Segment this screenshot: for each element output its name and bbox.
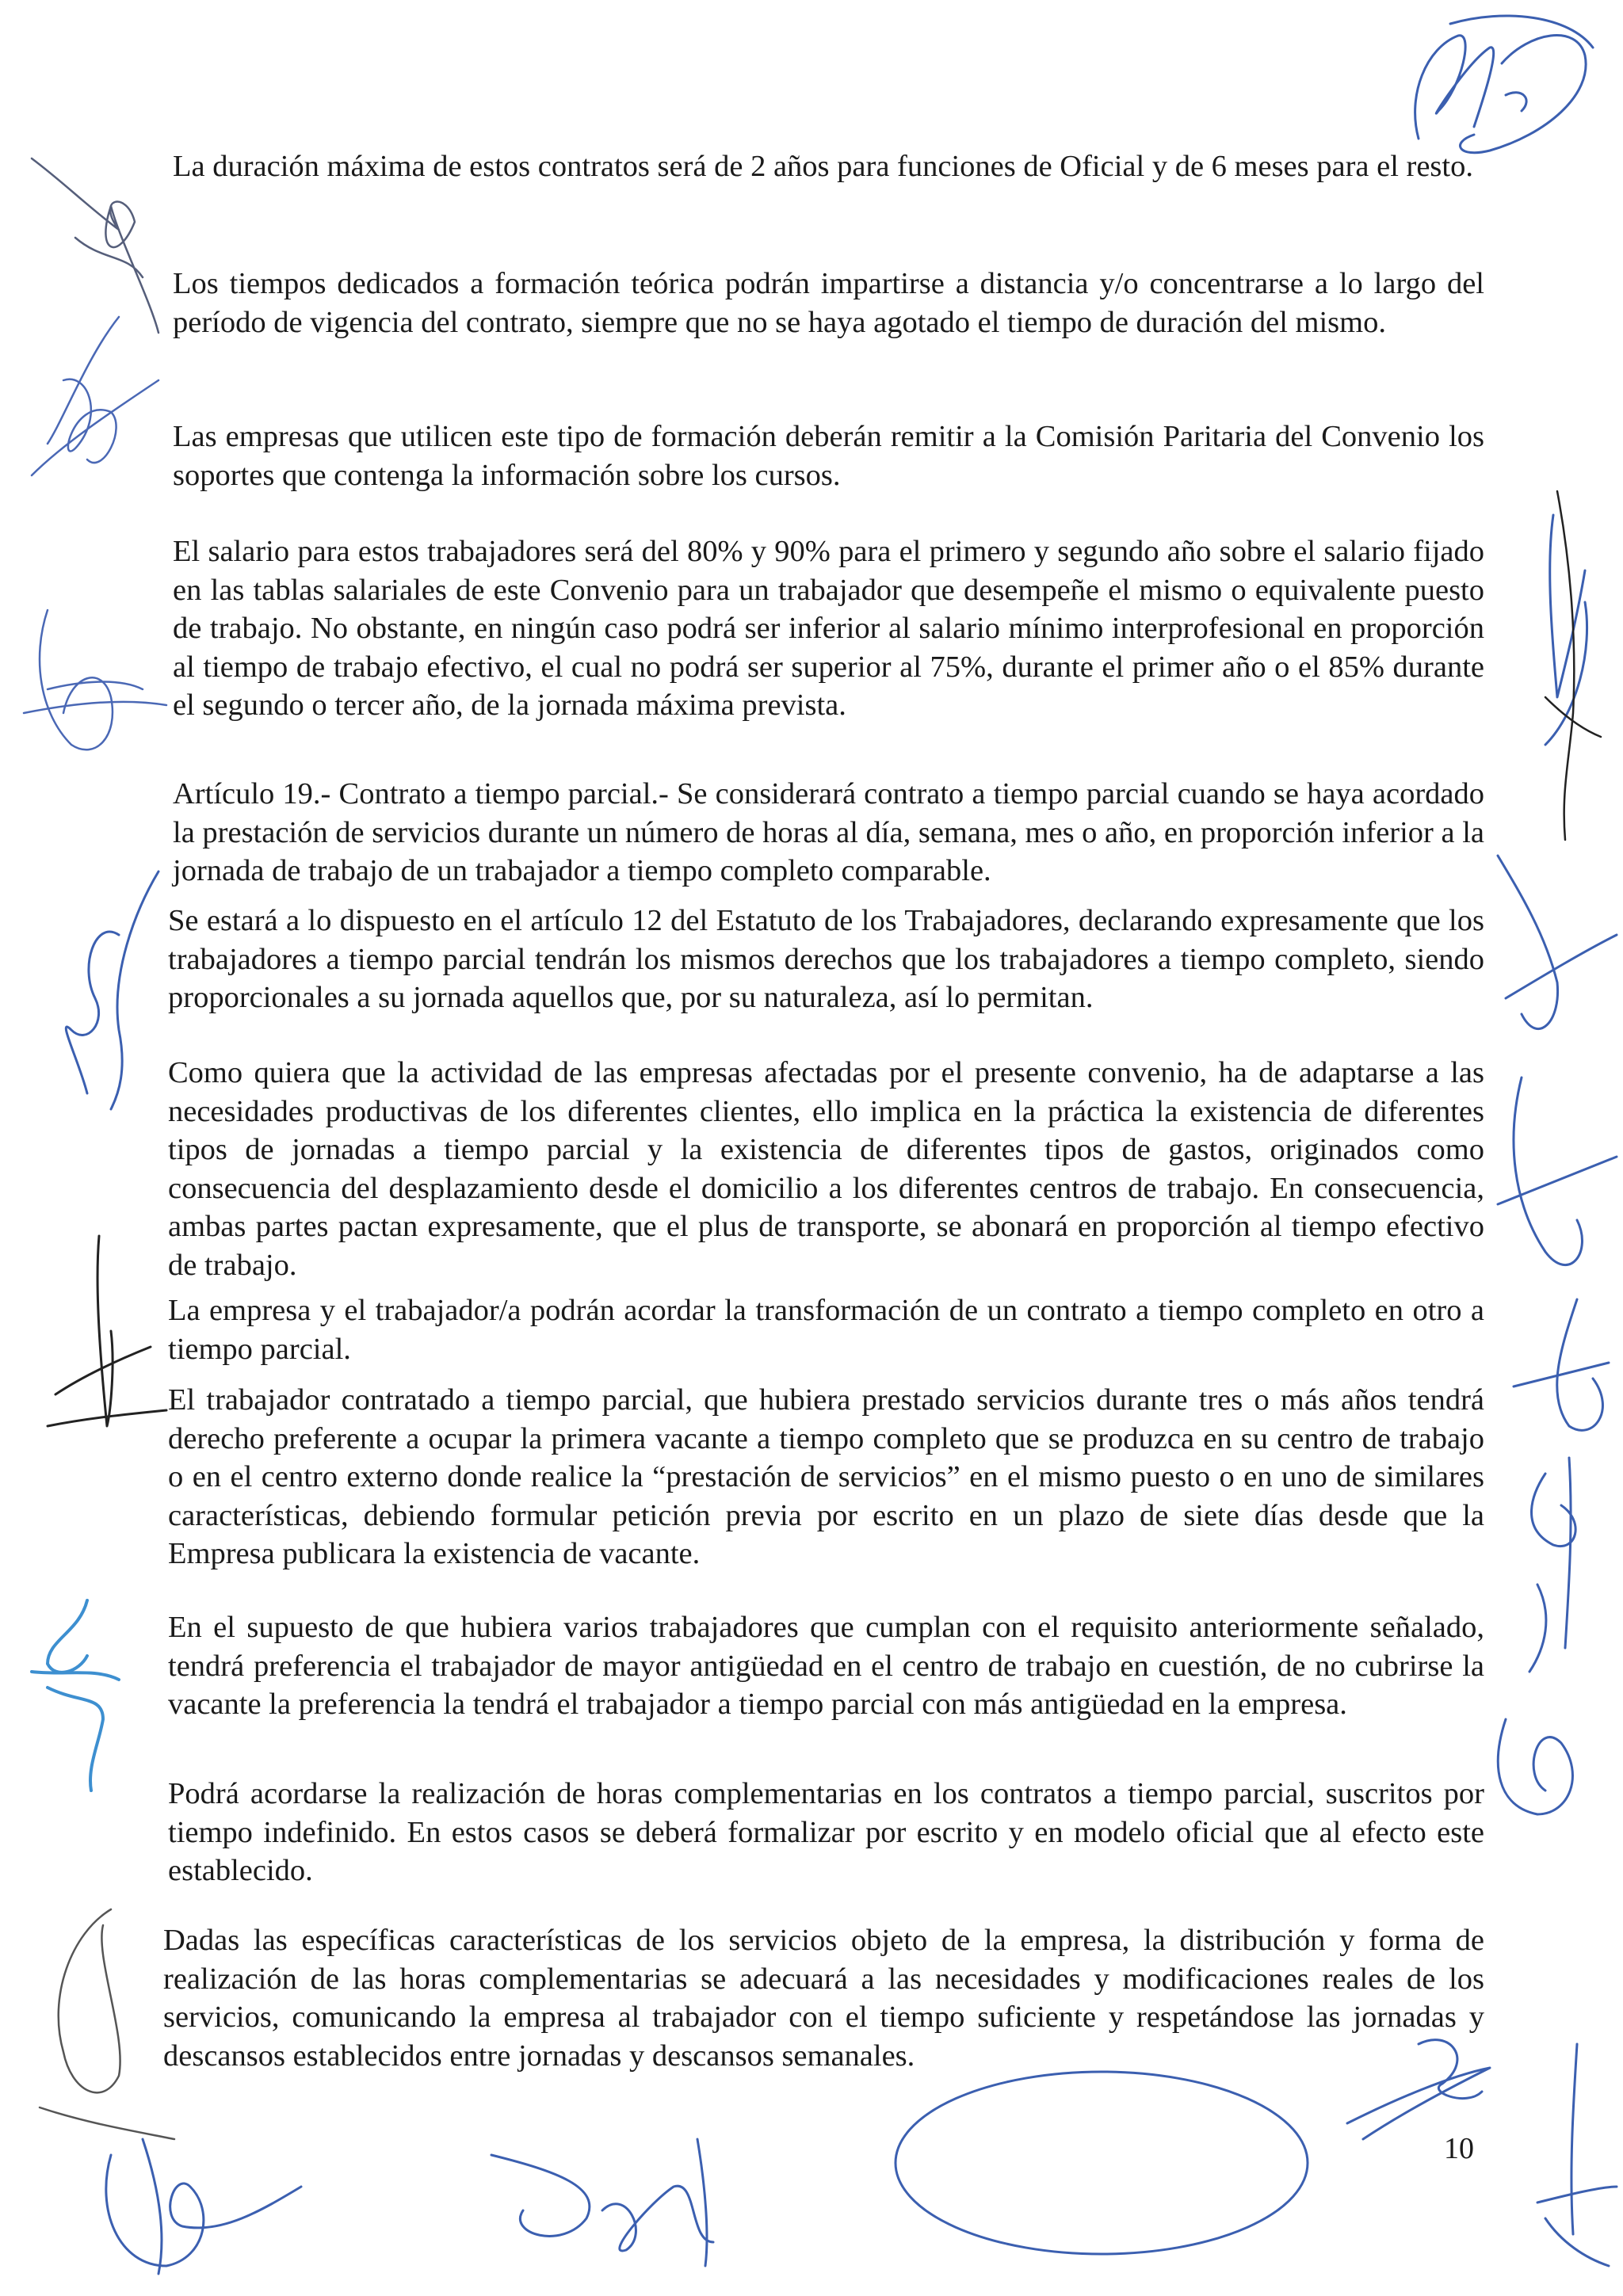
- signature-bottom-2: [491, 2139, 713, 2266]
- paragraph-contract-duration: La duración máxima de estos contratos será de 2 años para funciones de Oficial y de 6 meses para el resto.: [173, 150, 1473, 183]
- signature-left-6: [32, 1600, 119, 1791]
- signature-left-2: [32, 317, 158, 475]
- paragraph-hours-distribution: Dadas las específicas características de los servicios objeto de la empresa, la distribución y forma de realización de las horas complementarias se adecuará a las necesidades y modificaciones reales de los servicios, comunicando la empresa al trabajador con el tiempo suficiente y respetándose las jornadas y descansos establecidos entre jornadas y descansos semanales.: [163, 1924, 1484, 2073]
- paragraph-salary: El salario para estos trabajadores será del 80% y 90% para el primero y segundo año sobre el salario fijado en las tablas salariales de este Convenio para un trabajador que desempeñe el mismo o equivalente puesto de trabajo. No obstante, en ningún caso podrá ser inferior al salario mínimo interprofesional en proporción al tiempo de trabajo efectivo, el cual no podrá ser superior al 75%, durante el primer año o el 85% durante el segundo o tercer año, de la jornada máxima prevista.: [173, 535, 1484, 722]
- paragraph-seniority-preference: En el supuesto de que hubiera varios trabajadores que cumplan con el requisito anteriormente señalado, tendrá preferencia el trabajador de mayor antigüedad en el centro de trabajo en cuestión, de no cubrirse la vacante la preferencia la tendrá el trabajador a tiempo parcial con más antigüedad en la empresa.: [168, 1611, 1484, 1721]
- paragraph-transport-plus: Como quiera que la actividad de las empresas afectadas por el presente convenio, ha de adaptarse a las necesidades productivas de los diferentes clientes, ello implica en la práctica la existencia de diferentes tipos de jornadas a tiempo parcial y la existencia de diferentes tipos de gastos, originados como consecuencia del desplazamiento desde el domicilio a los diferentes centros de trabajo. En consecuencia, ambas partes pactan expresamente, que el plus de transporte, se abonará en proporción al tiempo efectivo de trabajo.: [168, 1056, 1484, 1282]
- paragraph-complementary-hours: Podrá acordarse la realización de horas complementarias en los contratos a tiempo parcial, suscritos por tiempo indefinido. En estos casos se deberá formalizar por escrito y en modelo oficial que al efecto este establecido.: [168, 1777, 1484, 1887]
- page-number: 10: [1444, 2132, 1474, 2165]
- signature-right-1: [1545, 515, 1587, 745]
- paragraph-workers-statute: Se estará a lo dispuesto en el artículo 12 del Estatuto de los Trabajadores, declarando expresamente que los trabajadores a tiempo parcial tendrán los mismos derechos que los trabajadores a tiempo completo, siendo proporcionales a su jornada aquellos que, por su naturaleza, así lo permitan.: [168, 904, 1484, 1014]
- signature-right-6: [1529, 1458, 1575, 1672]
- paragraph-training-support: Las empresas que utilicen este tipo de formación deberán remitir a la Comisión Paritaria del Convenio los soportes que contenga la información sobre los cursos.: [173, 420, 1484, 492]
- signature-right-7: [1498, 1719, 1572, 1814]
- signature-right-8: [1537, 2044, 1617, 2266]
- paragraph-article-19: Artículo 19.- Contrato a tiempo parcial.- Se considerará contrato a tiempo parcial cuando se haya acordado la prestación de servicios durante un número de horas al día, semana, mes o año, en proporción inferior a la jornada de trabajo de un trabajador a tiempo completo comparable.: [173, 777, 1484, 887]
- paragraph-preferential-right: El trabajador contratado a tiempo parcial, que hubiera prestado servicios durante tres o más años tendrá derecho preferente a ocupar la primera vacante a tiempo completo que se produzca en su centro de trabajo o en el centro externo donde realice la “prestación de servicios” en el mismo puesto o en uno de similares características, debiendo formular petición previa por escrito en un plazo de siete días desde que la Empresa publicara la existencia de vacante.: [168, 1383, 1484, 1570]
- signature-left-5: [48, 1236, 166, 1426]
- paragraph-contract-transformation: La empresa y el trabajador/a podrán acordar la transformación de un contrato a tiempo completo en otro a tiempo parcial.: [168, 1294, 1484, 1366]
- signature-right-3: [1498, 856, 1617, 1029]
- paragraph-theoretical-training: Los tiempos dedicados a formación teórica podrán impartirse a distancia y/o concentrarse a lo largo del período de vigencia del contrato, siempre que no se haya agotado el tiempo de duración del mismo.: [173, 267, 1484, 339]
- signature-bottom-1: [106, 2139, 301, 2274]
- signature-right-4: [1498, 1077, 1617, 1265]
- signature-left-7: [40, 1909, 174, 2139]
- signature-right-5: [1514, 1299, 1609, 1430]
- signature-left-3: [24, 610, 166, 749]
- signature-top-right: [1415, 16, 1593, 153]
- signature-left-4: [66, 871, 158, 1109]
- signature-left-1: [32, 158, 158, 333]
- signature-right-2: [1545, 491, 1601, 840]
